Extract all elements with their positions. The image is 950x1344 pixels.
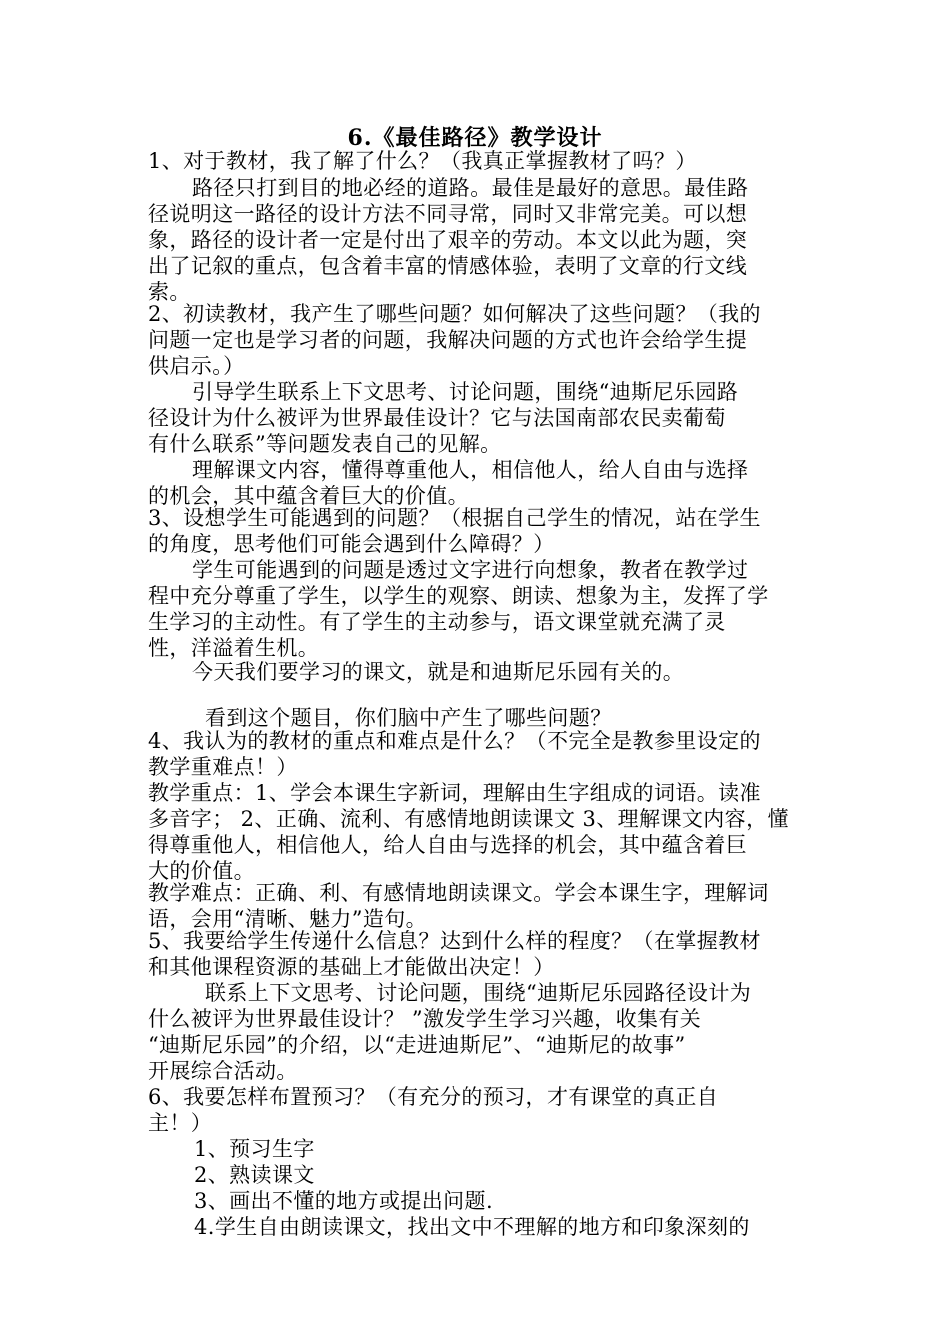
text-line: 主！） xyxy=(148,1111,213,1135)
text-line: 4.学生自由朗读课文，找出文中不理解的地方和印象深刻的 xyxy=(194,1215,750,1239)
text-line: 的角度，思考他们可能会遇到什么障碍？） xyxy=(148,532,555,556)
text-line: 教学难点：正确、利、有感情地朗读课文。学会本课生字，理解词 xyxy=(148,881,769,905)
text-line: 联系上下文思考、讨论问题，围绕“迪斯尼乐园路径设计为 xyxy=(205,981,752,1005)
text-line: 索。 xyxy=(148,280,191,304)
text-line: 多音字； 2、正确、流利、有感情地朗读课文 3、理解课文内容，懂 xyxy=(148,807,789,831)
text-line: 径说明这一路径的设计方法不同寻常，同时又非常完美。可以想 xyxy=(148,202,748,226)
text-line: 路径只打到目的地必经的道路。最佳是最好的意思。最佳路 xyxy=(192,176,749,200)
text-line: 4、我认为的教材的重点和难点是什么？（不完全是教参里设定的 xyxy=(148,729,761,753)
text-line: 3、设想学生可能遇到的问题？（根据自己学生的情况，站在学生 xyxy=(148,506,761,530)
text-line: 1、预习生字 xyxy=(194,1137,315,1161)
text-line: 引导学生联系上下文思考、讨论问题，围绕“迪斯尼乐园路 xyxy=(192,380,739,404)
text-line: 大的价值。 xyxy=(148,859,255,883)
text-line: 语，会用“清晰、魅力”造句。 xyxy=(148,907,428,931)
text-line: 程中充分尊重了学生，以学生的观察、朗读、想象为主，发挥了学 xyxy=(148,584,769,608)
text-line: 6、我要怎样布置预习？（有充分的预习，才有课堂的真正自 xyxy=(148,1085,719,1109)
text-line: 问题一定也是学习者的问题，我解决问题的方式也许会给学生提 xyxy=(148,328,748,352)
text-line: 生学习的主动性。有了学生的主动参与，语文课堂就充满了灵 xyxy=(148,610,726,634)
text-line: 理解课文内容，懂得尊重他人，相信他人，给人自由与选择 xyxy=(192,458,749,482)
text-line: 教学重难点！） xyxy=(148,755,298,779)
text-line: 出了记叙的重点，包含着丰富的情感体验，表明了文章的行文线 xyxy=(148,254,748,278)
text-line: 得尊重他人，相信他人，给人自由与选择的机会，其中蕴含着巨 xyxy=(148,833,748,857)
text-line: 2、初读教材，我产生了哪些问题？如何解决了这些问题？（我的 xyxy=(148,302,761,326)
text-line: 2、熟读课文 xyxy=(194,1163,315,1187)
document-title: 6.《最佳路径》教学设计 xyxy=(347,125,603,151)
text-line: 3、画出不懂的地方或提出问题. xyxy=(194,1189,494,1213)
text-line: 有什么联系”等问题发表自己的见解。 xyxy=(148,432,502,456)
text-line: 教学重点：1、学会本课生字新词，理解由生字组成的词语。读准 xyxy=(148,781,761,805)
text-line: 5、我要给学生传递什么信息？达到什么样的程度？（在掌握教材 xyxy=(148,929,761,953)
text-line: “迪斯尼乐园”的介绍，以“走进迪斯尼”、“迪斯尼的故事” xyxy=(148,1033,686,1057)
text-line: 1、对于教材，我了解了什么？（我真正掌握教材了吗？） xyxy=(148,149,697,173)
text-line: 和其他课程资源的基础上才能做出决定！） xyxy=(148,955,555,979)
text-line: 今天我们要学习的课文，就是和迪斯尼乐园有关的。 xyxy=(192,660,685,684)
text-line: 性，洋溢着生机。 xyxy=(148,636,320,660)
text-line: 学生可能遇到的问题是透过文字进行向想象，教者在教学过 xyxy=(192,558,749,582)
text-line: 象，路径的设计者一定是付出了艰辛的劳动。本文以此为题，突 xyxy=(148,228,748,252)
text-line: 供启示。） xyxy=(148,354,245,378)
text-line: 看到这个题目，你们脑中产生了哪些问题？ xyxy=(205,706,612,730)
text-line: 的机会，其中蕴含着巨大的价值。 xyxy=(148,484,469,508)
text-line: 开展综合活动。 xyxy=(148,1059,298,1083)
text-line: 什么被评为世界最佳设计？ ”激发学生学习兴趣，收集有关 xyxy=(148,1007,702,1031)
text-line: 径设计为什么被评为世界最佳设计？它与法国南部农民卖葡萄 xyxy=(148,406,726,430)
